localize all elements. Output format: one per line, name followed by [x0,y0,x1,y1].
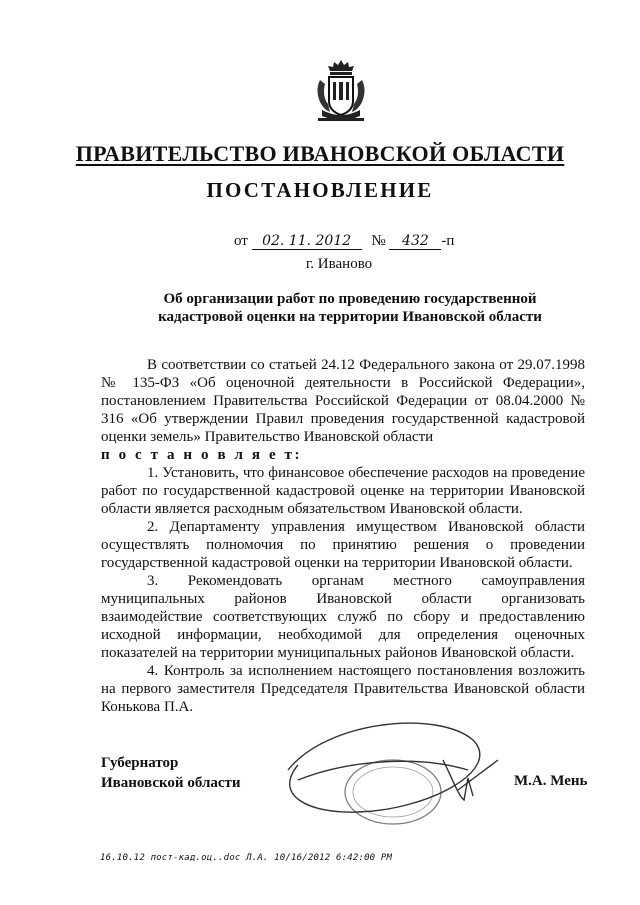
document-body [101,356,585,716]
file-footer: 16.10.12 пост-кад.оц..doc Л.А. 10/16/2012 6:42:00 PM [100,853,393,863]
signatory-name: М.А. Мень [514,773,588,789]
document-type-heading: ПОСТАНОВЛЕНИЕ [206,178,434,202]
date-label: от [234,233,248,249]
position-line: Ивановской области [101,775,241,791]
document-subject [100,290,600,326]
registration-line [234,233,454,250]
position-line: Губернатор [101,755,179,771]
document-number: 432 [389,233,441,250]
resolution-item-4: 4. Контроль за исполнением настоящего постановления возложить на первого заместителя Председателя Правительства Ивановской области Конькова П.А. [101,663,585,715]
resolves-word [101,446,585,464]
preamble-paragraph: В соответствии со статьей 24.12 Федерального закона от 29.07.1998 № 135-ФЗ «Об оценочной деятельности в Российской Федерации», постановлением Правительства Российской Федерации от 08.04.2000 № 316 «Об утверждении Правил проведения государственной кадастровой оценки земель» Правительство Ивановской области [101,357,585,445]
resolves-text: п о с т а н о в л я е т: [101,447,303,463]
number-label: № [371,233,386,249]
city-line: г. Иваново [305,256,373,272]
coat-of-arms-emblem [314,58,368,124]
resolution-item-1: 1. Установить, что финансовое обеспечение расходов на проведение работ по государственной кадастровой оценке на территории Ивановской области является расходным обязательством Ивановской области. [101,465,585,517]
handwritten-signature [268,700,508,850]
subject-line: кадастровой оценки на территории Ивановской области [158,309,542,325]
resolution-item-2: 2. Департаменту управления имуществом Ивановской области осуществлять полномочия по принятию решения о проведении государственной кадастровой оценки на территории Ивановской области. [101,519,585,571]
government-title: ПРАВИТЕЛЬСТВО ИВАНОВСКОЙ ОБЛАСТИ [75,141,565,166]
signatory-position [101,753,241,793]
document-date: 02. 11. 2012 [252,233,362,250]
number-suffix: -п [441,233,455,249]
subject-line: Об организации работ по проведению государственной [163,291,537,307]
resolution-item-3: 3. Рекомендовать органам местного самоуправления муниципальных районов Ивановской области организовать взаимодействие соответствующих служб по сбору и предоставлению исходной информации, необходимой для определения оценочных показателей на территории муниципальных районов Ивановской области. [101,573,585,661]
